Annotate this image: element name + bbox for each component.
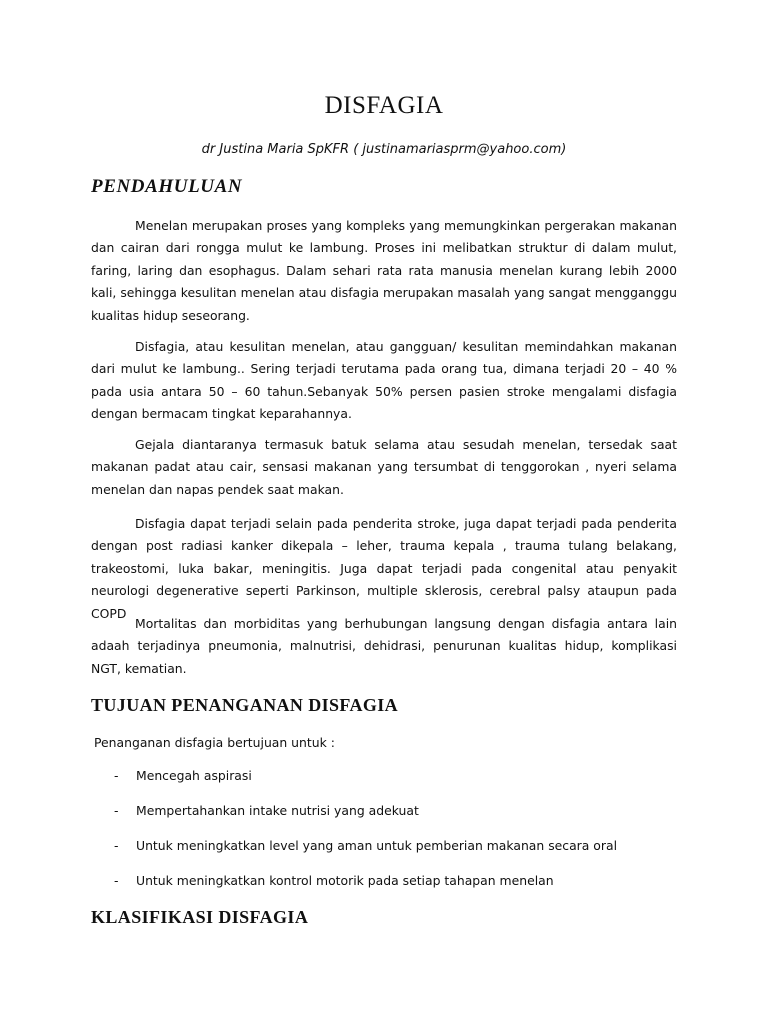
- paragraph-intro-5: Mortalitas dan morbiditas yang berhubungan langsung dengan disfagia antara lain adaah terjadinya pneumonia, malnutrisi, dehidrasi, penurunan kualitas hidup, komplikasi NGT, kematian.: [91, 616, 677, 676]
- paragraph-intro-4: Disfagia dapat terjadi selain pada penderita stroke, juga dapat terjadi pada penderita dengan post radiasi kanker dikepala – leher, trauma kepala , trauma tulang belakang, trakeostomi, luka bakar, meningitis. Juga dapat terjadi pada congenital atau penyakit neurologi degenerative seperti Parkinson, multiple sklerosis, cerebral palsy ataupun pada COPD: [91, 516, 677, 621]
- bullet-dash: -: [114, 838, 119, 853]
- section-heading-tujuan: TUJUAN PENANGANAN DISFAGIA: [91, 695, 399, 715]
- author-line: dr Justina Maria SpKFR ( justinamariasprm@yahoo.com): [201, 142, 567, 157]
- paragraph-intro-2: Disfagia, atau kesulitan menelan, atau gangguan/ kesulitan memindahkan makanan dari mulut ke lambung.. Sering terjadi terutama pada orang tua, dimana terjadi 20 – 40 % pada usia antara 50 – 60 tahun.Sebanyak 50% persen pasien stroke mengalami disfagia dengan bermacam tingkat keparahannya.: [91, 339, 677, 422]
- list-item-text: Untuk meningkatkan kontrol motorik pada setiap tahapan menelan: [136, 873, 554, 888]
- bullet-dash: -: [114, 803, 119, 818]
- document-title: DISFAGIA: [324, 92, 444, 119]
- list-item-text: Mencegah aspirasi: [136, 768, 252, 783]
- section-heading-klasifikasi: KLASIFIKASI DISFAGIA: [91, 907, 309, 927]
- bullet-dash: -: [114, 873, 119, 888]
- section-heading-pendahuluan: PENDAHULUAN: [91, 176, 243, 197]
- goals-intro: Penanganan disfagia bertujuan untuk :: [94, 735, 335, 750]
- bullet-dash: -: [114, 768, 119, 783]
- paragraph-intro-3: Gejala diantaranya termasuk batuk selama atau sesudah menelan, tersedak saat makanan padat atau cair, sensasi makanan yang tersumbat di tenggorokan , nyeri selama menelan dan napas pendek saat makan.: [91, 437, 677, 497]
- list-item-text: Untuk meningkatkan level yang aman untuk pemberian makanan secara oral: [136, 838, 618, 853]
- paragraph-intro-1: Menelan merupakan proses yang kompleks yang memungkinkan pergerakan makanan dan cairan dari rongga mulut ke lambung. Proses ini melibatkan struktur di dalam mulut, faring, laring dan esophagus. Dalam sehari rata rata manusia menelan kurang lebih 2000 kali, sehingga kesulitan menelan atau disfagia merupakan masalah yang sangat mengganggu kualitas hidup seseorang.: [91, 218, 678, 323]
- list-item-text: Mempertahankan intake nutrisi yang adekuat: [136, 803, 419, 818]
